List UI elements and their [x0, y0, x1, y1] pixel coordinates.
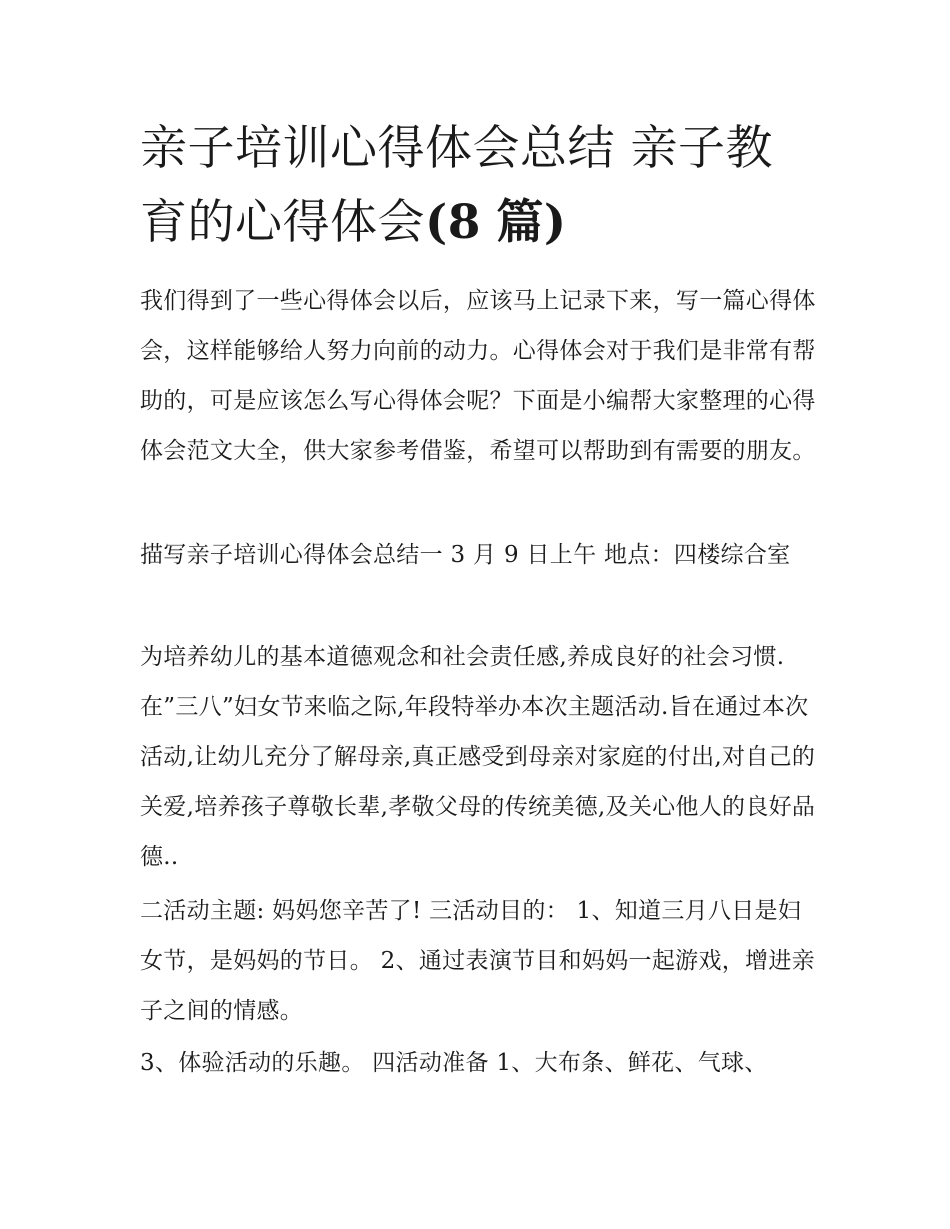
title-line-2-text: 育的心得体会: [140, 195, 425, 250]
time-place-paragraph: 描写亲子培训心得体会总结一 3 月 9 日上午 地点：四楼综合室: [140, 542, 791, 568]
theme-goals-paragraph: 二活动主题: 妈妈您辛苦了! 三活动目的： 1、知道三月八日是妇女节，是妈妈的节日。 2、通过表演节目和妈妈一起游戏，增进亲子之间的情感。: [140, 898, 815, 1024]
page-title: [140, 112, 820, 260]
title-line-2-count: (8: [425, 195, 481, 250]
title-line-2-tail: 篇): [496, 195, 567, 250]
purpose-paragraph: 为培养幼儿的基本道德观念和社会责任感,养成良好的社会习惯.在”三八”妇女节来临之际,年段特举办本次主题活动.旨在通过本次活动,让幼儿充分了解母亲,真正感受到母亲对家庭的付出,对自己的关爱,培养孩子尊敬长辈,孝敬父母的传统美德,及关心他人的良好品德..: [140, 644, 816, 870]
title-line-1: 亲子培训心得体会总结 亲子教: [140, 121, 773, 176]
intro-paragraph: 我们得到了一些心得体会以后，应该马上记录下来，写一篇心得体会，这样能够给人努力向前的动力。心得体会对于我们是非常有帮助的，可是应该怎么写心得体会呢？下面是小编帮大家整理的心得体会范文大全，供大家参考借鉴，希望可以帮助到有需要的朋友。: [140, 288, 816, 464]
preparation-paragraph: 3、体验活动的乐趣。 四活动准备 1、大布条、鲜花、气球、: [140, 1050, 768, 1076]
